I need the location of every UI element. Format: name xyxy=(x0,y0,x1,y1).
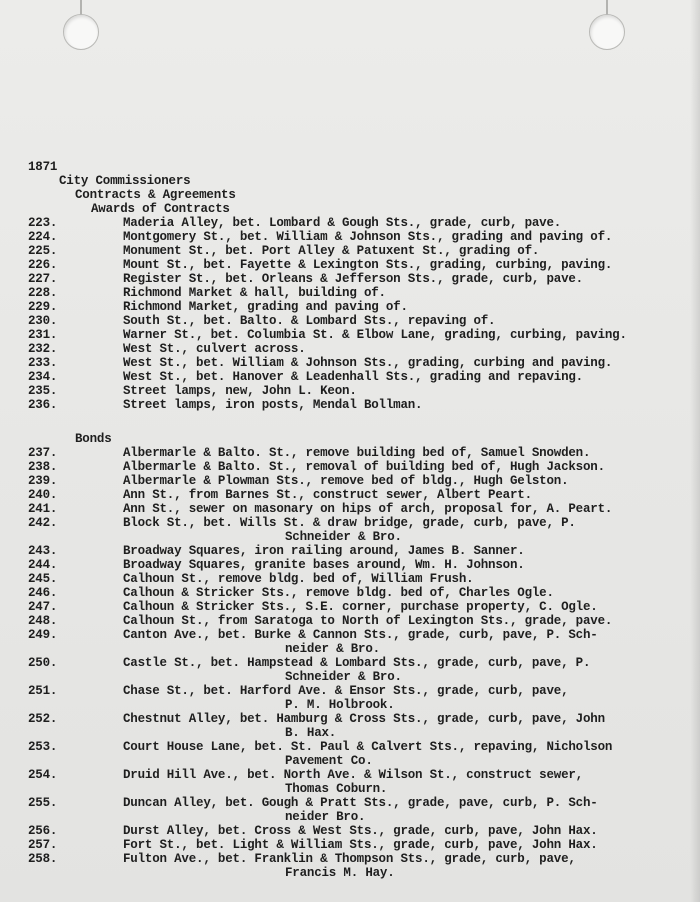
item-number: 248. xyxy=(28,614,58,628)
item-description: Court House Lane, bet. St. Paul & Calvert Sts., repaving, Nicholson xyxy=(123,740,613,754)
item-number: 250. xyxy=(28,656,58,670)
list-item xyxy=(0,684,700,698)
item-description: Calhoun & Stricker Sts., remove bldg. bed of, Charles Ogle. xyxy=(123,586,554,600)
item-description: Monument St., bet. Port Alley & Patuxent St., grading of. xyxy=(123,244,540,258)
list-item xyxy=(0,272,700,286)
list-item xyxy=(0,502,700,516)
list-item xyxy=(0,398,700,412)
item-description: Richmond Market, grading and paving of. xyxy=(123,300,408,314)
item-description: West St., culvert across. xyxy=(123,342,306,356)
continuation-text: Thomas Coburn. xyxy=(285,782,388,796)
continuation-text: neider & Bro. xyxy=(285,642,380,656)
item-description: Ann St., sewer on masonary on hips of arch, proposal for, A. Peart. xyxy=(123,502,613,516)
item-number: 227. xyxy=(28,272,58,286)
list-item xyxy=(0,488,700,502)
item-number: 224. xyxy=(28,230,58,244)
item-description: Canton Ave., bet. Burke & Cannon Sts., grade, curb, pave, P. Sch- xyxy=(123,628,598,642)
list-item xyxy=(0,314,700,328)
continuation-text: Schneider & Bro. xyxy=(285,670,402,684)
subsection-heading-contracts: Contracts & Agreements xyxy=(75,188,236,202)
item-number: 257. xyxy=(28,838,58,852)
punch-hole-right xyxy=(589,14,625,50)
item-number: 243. xyxy=(28,544,58,558)
item-description: Broadway Squares, iron railing around, James B. Sanner. xyxy=(123,544,525,558)
year-heading: 1871 xyxy=(28,160,58,174)
list-item xyxy=(0,656,700,670)
list-item xyxy=(0,544,700,558)
item-description: Chestnut Alley, bet. Hamburg & Cross Sts., grade, curb, pave, John xyxy=(123,712,605,726)
item-description: Street lamps, iron posts, Mendal Bollman. xyxy=(123,398,423,412)
item-number: 232. xyxy=(28,342,58,356)
item-number: 252. xyxy=(28,712,58,726)
continuation-text: Pavement Co. xyxy=(285,754,373,768)
list-item xyxy=(0,356,700,370)
item-description: Mount St., bet. Fayette & Lexington Sts., grading, curbing, paving. xyxy=(123,258,613,272)
list-item xyxy=(0,712,700,726)
list-item xyxy=(0,838,700,852)
item-number: 225. xyxy=(28,244,58,258)
item-number: 251. xyxy=(28,684,58,698)
item-number: 233. xyxy=(28,356,58,370)
list-item xyxy=(0,342,700,356)
item-description: West St., bet. William & Johnson Sts., grading, curbing and paving. xyxy=(123,356,613,370)
item-number: 242. xyxy=(28,516,58,530)
continuation-text: P. M. Holbrook. xyxy=(285,698,395,712)
item-number: 244. xyxy=(28,558,58,572)
list-item xyxy=(0,460,700,474)
continuation-text: B. Hax. xyxy=(285,726,337,740)
item-description: Druid Hill Ave., bet. North Ave. & Wilson St., construct sewer, xyxy=(123,768,583,782)
list-item xyxy=(0,572,700,586)
item-description: South St., bet. Balto. & Lombard Sts., repaving of. xyxy=(123,314,496,328)
continuation-text: Schneider & Bro. xyxy=(285,530,402,544)
item-description: Block St., bet. Wills St. & draw bridge, grade, curb, pave, P. xyxy=(123,516,576,530)
list-item xyxy=(0,586,700,600)
item-number: 241. xyxy=(28,502,58,516)
item-description: Register St., bet. Orleans & Jefferson Sts., grade, curb, pave. xyxy=(123,272,583,286)
item-description: Castle St., bet. Hampstead & Lombard Sts., grade, curb, pave, P. xyxy=(123,656,591,670)
bonds-heading: Bonds xyxy=(75,432,112,446)
item-description: Albermarle & Balto. St., remove building bed of, Samuel Snowden. xyxy=(123,446,591,460)
item-number: 240. xyxy=(28,488,58,502)
item-number: 229. xyxy=(28,300,58,314)
punch-hole-left xyxy=(63,14,99,50)
continuation-text: Francis M. Hay. xyxy=(285,866,395,880)
list-item xyxy=(0,852,700,866)
item-description: Albermarle & Plowman Sts., remove bed of bldg., Hugh Gelston. xyxy=(123,474,569,488)
item-number: 226. xyxy=(28,258,58,272)
item-number: 231. xyxy=(28,328,58,342)
list-item xyxy=(0,328,700,342)
item-description: Broadway Squares, granite bases around, Wm. H. Johnson. xyxy=(123,558,525,572)
list-item xyxy=(0,628,700,642)
list-item xyxy=(0,516,700,530)
item-description: Albermarle & Balto. St., removal of building bed of, Hugh Jackson. xyxy=(123,460,605,474)
item-description: Montgomery St., bet. William & Johnson Sts., grading and paving of. xyxy=(123,230,613,244)
list-item xyxy=(0,614,700,628)
list-item xyxy=(0,824,700,838)
item-description: Fort St., bet. Light & William Sts., grade, curb, pave, John Hax. xyxy=(123,838,598,852)
item-number: 253. xyxy=(28,740,58,754)
item-description: Calhoun St., from Saratoga to North of Lexington Sts., grade, pave. xyxy=(123,614,613,628)
list-item xyxy=(0,600,700,614)
item-number: 223. xyxy=(28,216,58,230)
list-item xyxy=(0,286,700,300)
item-description: West St., bet. Hanover & Leadenhall Sts., grading and repaving. xyxy=(123,370,583,384)
item-number: 238. xyxy=(28,460,58,474)
item-number: 254. xyxy=(28,768,58,782)
list-item xyxy=(0,474,700,488)
item-number: 249. xyxy=(28,628,58,642)
item-number: 228. xyxy=(28,286,58,300)
list-item xyxy=(0,796,700,810)
item-number: 230. xyxy=(28,314,58,328)
item-description: Warner St., bet. Columbia St. & Elbow Lane, grading, curbing, paving. xyxy=(123,328,627,342)
item-description: Calhoun St., remove bldg. bed of, William Frush. xyxy=(123,572,474,586)
item-number: 256. xyxy=(28,824,58,838)
list-item xyxy=(0,446,700,460)
item-number: 237. xyxy=(28,446,58,460)
item-number: 245. xyxy=(28,572,58,586)
list-item xyxy=(0,384,700,398)
item-number: 246. xyxy=(28,586,58,600)
list-item xyxy=(0,370,700,384)
item-number: 239. xyxy=(28,474,58,488)
item-number: 236. xyxy=(28,398,58,412)
list-item xyxy=(0,244,700,258)
item-number: 234. xyxy=(28,370,58,384)
item-number: 255. xyxy=(28,796,58,810)
item-description: Ann St., from Barnes St., construct sewer, Albert Peart. xyxy=(123,488,532,502)
list-item xyxy=(0,740,700,754)
item-description: Duncan Alley, bet. Gough & Pratt Sts., grade, pave, curb, P. Sch- xyxy=(123,796,598,810)
item-description: Fulton Ave., bet. Franklin & Thompson Sts., grade, curb, pave, xyxy=(123,852,576,866)
list-item xyxy=(0,768,700,782)
subsection-heading-awards: Awards of Contracts xyxy=(91,202,230,216)
list-item xyxy=(0,558,700,572)
item-description: Richmond Market & hall, building of. xyxy=(123,286,386,300)
item-description: Durst Alley, bet. Cross & West Sts., grade, curb, pave, John Hax. xyxy=(123,824,598,838)
item-description: Maderia Alley, bet. Lombard & Gough Sts., grade, curb, pave. xyxy=(123,216,562,230)
item-description: Calhoun & Stricker Sts., S.E. corner, purchase property, C. Ogle. xyxy=(123,600,598,614)
item-description: Street lamps, new, John L. Keon. xyxy=(123,384,357,398)
item-number: 258. xyxy=(28,852,58,866)
list-item xyxy=(0,216,700,230)
list-item xyxy=(0,258,700,272)
section-heading-city-commissioners: City Commissioners xyxy=(59,174,191,188)
item-number: 235. xyxy=(28,384,58,398)
item-number: 247. xyxy=(28,600,58,614)
item-description: Chase St., bet. Harford Ave. & Ensor Sts., grade, curb, pave, xyxy=(123,684,569,698)
list-item xyxy=(0,300,700,314)
continuation-text: neider Bro. xyxy=(285,810,366,824)
list-item xyxy=(0,230,700,244)
